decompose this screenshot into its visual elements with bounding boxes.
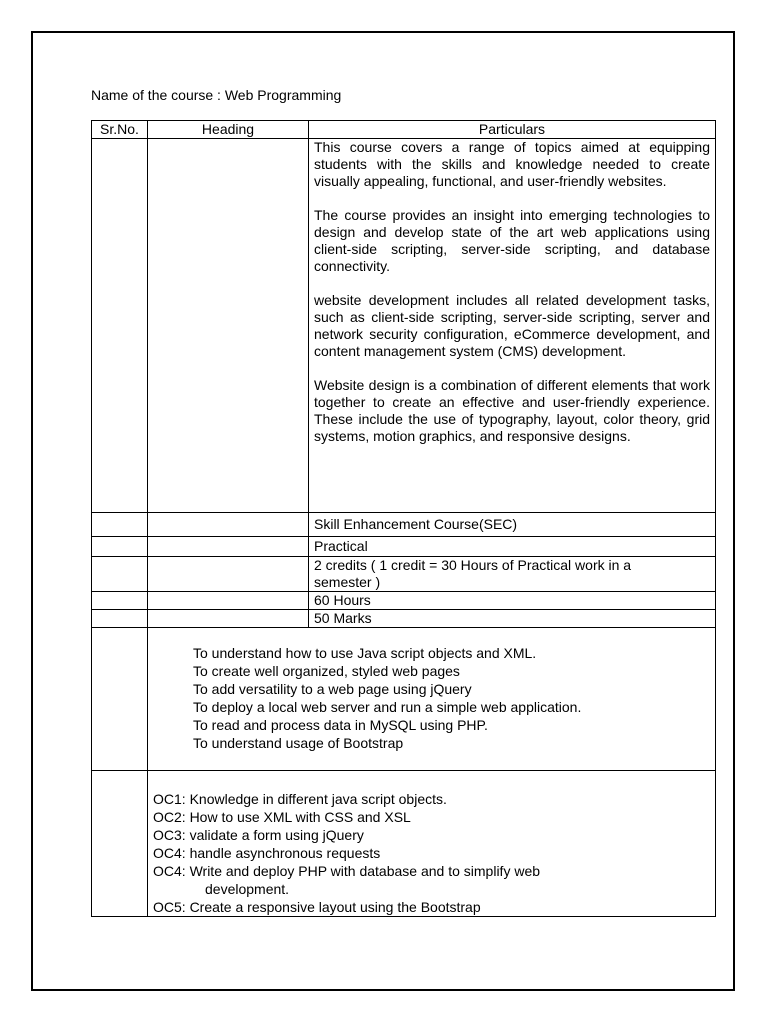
outcome-item: OC4: handle asynchronous requests: [153, 845, 381, 861]
outcome-item: OC1: Knowledge in different java script objects.: [153, 791, 447, 807]
outcomes-cell: [148, 771, 716, 917]
outcome-item-continuation: development.: [205, 881, 290, 897]
objective-item: To add versatility to a web page using jQuery: [193, 681, 472, 697]
outcome-item: OC3: validate a form using jQuery: [153, 827, 364, 843]
sr-no-cell: [92, 628, 148, 771]
header-sr-no: Sr.No.: [92, 121, 148, 139]
objective-item: To create well organized, styled web pages: [193, 663, 460, 679]
sr-no-cell: [92, 771, 148, 917]
description-paragraph: website development includes all related development tasks, such as client-side scripting, server-side scripting, server and network security configuration, eCommerce development, and content management system (CMS) development.: [314, 292, 710, 359]
marks-cell: 50 Marks: [309, 610, 716, 628]
mode-cell: Practical: [309, 537, 716, 557]
table-header-row: [92, 121, 716, 139]
objective-item: To read and process data in MySQL using PHP.: [193, 717, 488, 733]
course-type-cell: Skill Enhancement Course(SEC): [309, 513, 716, 537]
objective-item: To understand usage of Bootstrap: [193, 735, 404, 751]
sr-no-cell: [92, 139, 148, 513]
header-heading: Heading: [148, 121, 309, 139]
table-row-marks: [92, 610, 716, 628]
objective-item: To understand how to use Java script objects and XML.: [193, 645, 537, 661]
outcome-item: OC2: How to use XML with CSS and XSL: [153, 809, 411, 825]
table-row-description: [92, 139, 716, 513]
syllabus-table: [91, 120, 716, 917]
objectives-cell: [148, 628, 716, 771]
table-row-hours: [92, 592, 716, 610]
description-paragraph: The course provides an insight into emerging technologies to design and develop state of the art web applications using client-side scripting, server-side scripting, and database connectivity.: [314, 207, 710, 274]
outcome-item: OC4: Write and deploy PHP with database and to simplify web: [153, 863, 541, 879]
outcome-item: OC5: Create a responsive layout using the Bootstrap: [153, 899, 481, 915]
table-row-credits: [92, 557, 716, 592]
course-title: Name of the course : Web Programming: [91, 87, 342, 103]
table-row-outcomes: [92, 771, 716, 917]
description-paragraph: This course covers a range of topics aimed at equipping students with the skills and knowledge needed to create visually appealing, functional, and user-friendly websites.: [314, 139, 710, 189]
table-row-mode: [92, 537, 716, 557]
objective-item: To deploy a local web server and run a simple web application.: [193, 699, 582, 715]
description-cell: [309, 139, 716, 513]
description-paragraph: Website design is a combination of different elements that work together to create an effective and user-friendly experience. These include the use of typography, layout, color theory, grid systems, motion graphics, and responsive designs.: [314, 377, 710, 444]
heading-cell: [148, 139, 309, 513]
hours-cell: 60 Hours: [309, 592, 716, 610]
header-particulars: Particulars: [309, 121, 716, 139]
credits-cell: 2 credits ( 1 credit = 30 Hours of Practical work in a semester ): [309, 557, 716, 592]
table-row-course-type: [92, 513, 716, 537]
table-row-objectives: [92, 628, 716, 771]
